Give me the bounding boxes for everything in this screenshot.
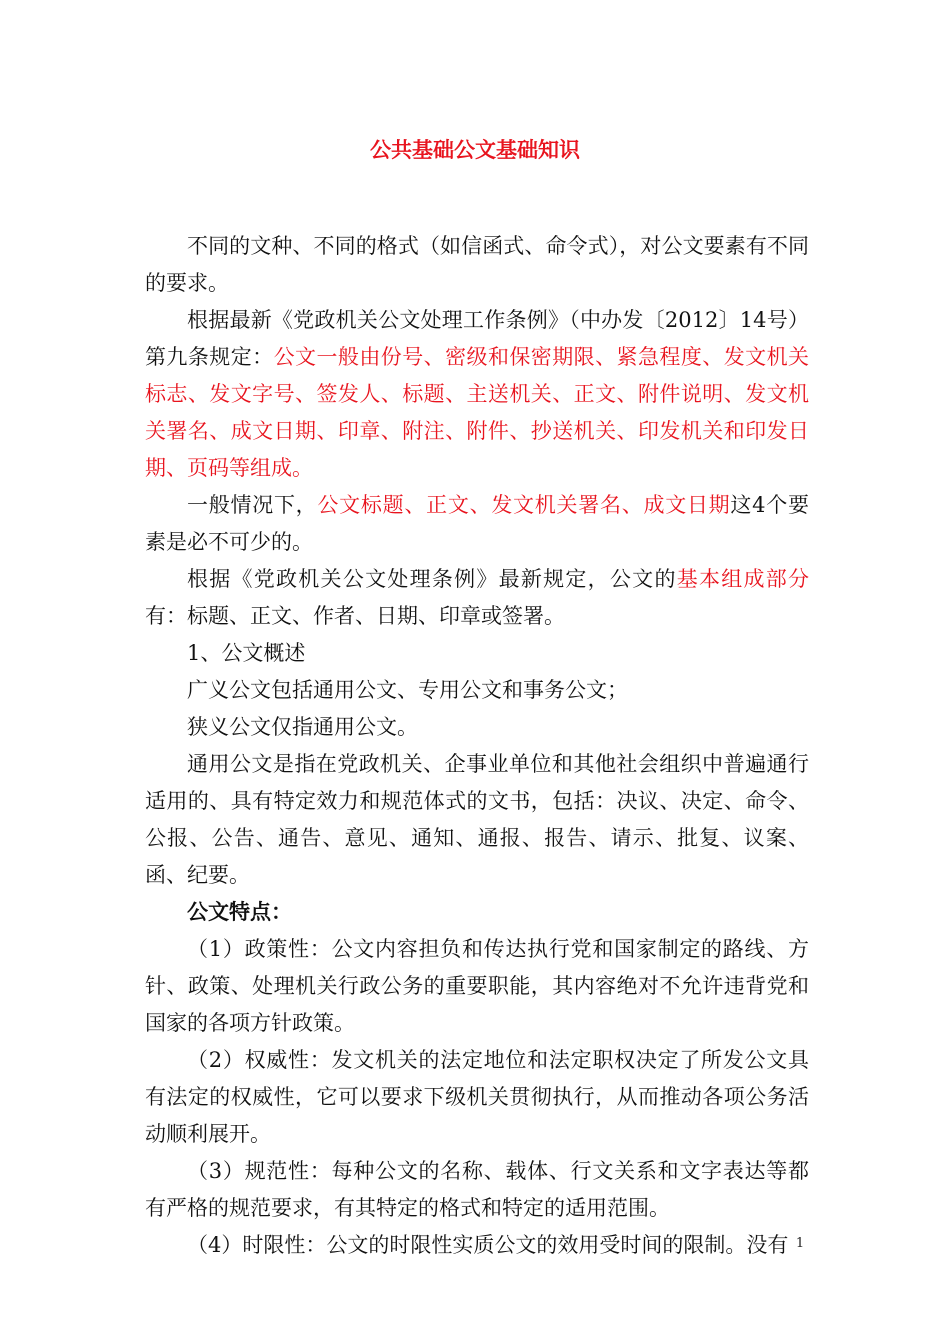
paragraph: （2）权威性：发文机关的法定地位和法定职权决定了所发公文具有法定的权威性，它可以要求下级机关贯彻执行，从而推动各项公务活动顺利展开。 — [145, 1048, 809, 1146]
paragraph-text: 有：标题、正文、作者、日期、印章或签署。 — [145, 604, 565, 628]
highlighted-text: 公文一般由份号、密级和保密期限、紧急程度、发文机关标志、发文字号、签发人、标题、主送机关、正文、附件说明、发文机关署名、成文日期、印章、附注、附件、抄送机关、印发机关和印发日期、页码等组成。 — [145, 345, 810, 480]
paragraph-text: 根据最新《党政机关公文处理工作条例》（中办发〔2012〕14号）第九条规定： — [145, 308, 809, 369]
paragraph: （1）政策性：公文内容担负和传达执行党和国家制定的路线、方针、政策、处理机关行政公务的重要职能，其内容绝对不允许违背党和国家的各项方针政策。 — [145, 937, 809, 1035]
document-title: 公共基础公文基础知识 — [370, 138, 580, 162]
paragraph — [145, 302, 809, 487]
paragraph: 通用公文是指在党政机关、企事业单位和其他社会组织中普遍通行适用的、具有特定效力和规范体式的文书，包括：决议、决定、命令、公报、公告、通告、意见、通知、通报、报告、请示、批复、议案、函、纪要。 — [145, 752, 809, 887]
subsection-heading: 公文特点： — [187, 900, 292, 924]
document-body — [145, 228, 809, 1264]
paragraph: 狭义公文仅指通用公文。 — [187, 715, 418, 739]
highlighted-text: 基本组成部分 — [676, 567, 809, 591]
paragraph: （3）规范性：每种公文的名称、载体、行文关系和文字表达等都有严格的规范要求，有其特定的格式和特定的适用范围。 — [145, 1159, 809, 1220]
section-heading: 1、公文概述 — [187, 641, 306, 665]
paragraph: （4）时限性：公文的时限性实质公文的效用受时间的限制。没有 — [187, 1233, 789, 1257]
paragraph-text: 根据《党政机关公文处理条例》最新规定，公文的 — [187, 567, 677, 591]
paragraph — [145, 561, 809, 635]
paragraph: 不同的文种、不同的格式（如信函式、命令式），对公文要素有不同的要求。 — [145, 234, 809, 295]
page-number: 1 — [795, 1236, 805, 1251]
highlighted-text: 公文标题、正文、发文机关署名、成文日期 — [317, 493, 731, 517]
paragraph: 广义公文包括通用公文、专用公文和事务公文； — [187, 678, 628, 702]
paragraph — [145, 487, 809, 561]
paragraph-text: 一般情况下， — [187, 493, 318, 517]
paragraph-text: 这4个要素是必不可少的。 — [145, 493, 809, 554]
